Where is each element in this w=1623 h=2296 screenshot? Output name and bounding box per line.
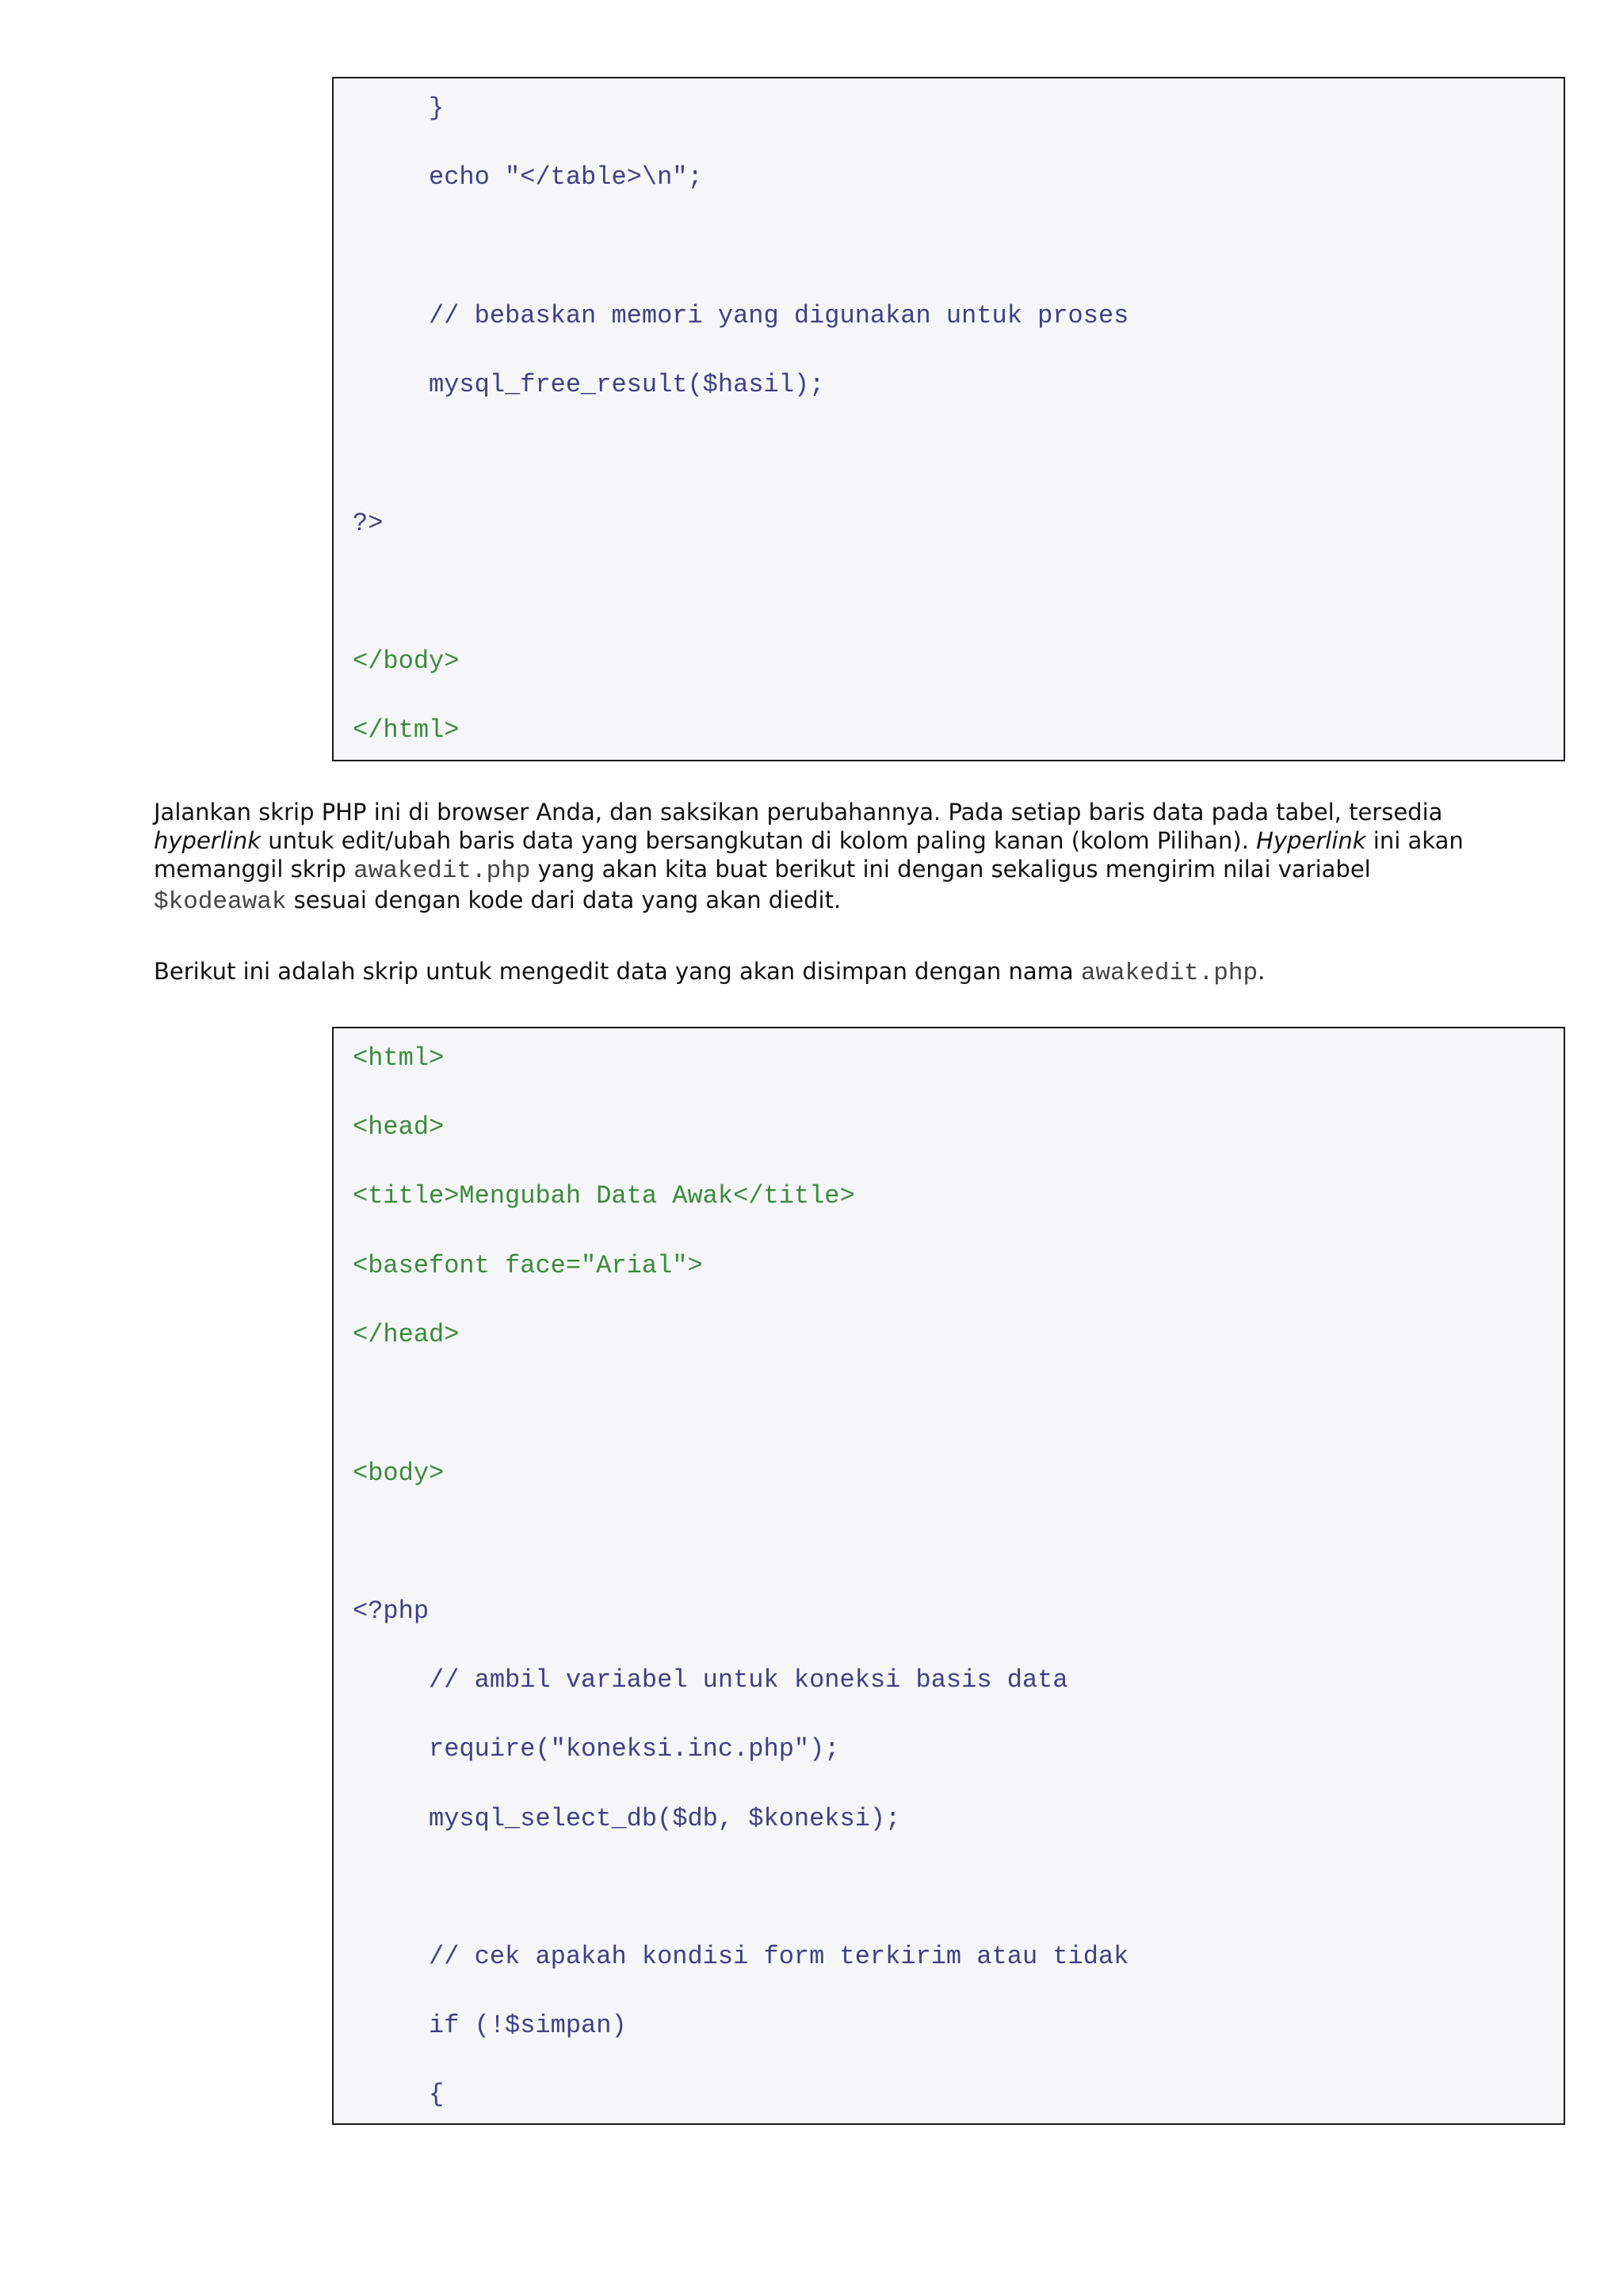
code-line: mysql_select_db($db, $koneksi); bbox=[353, 1804, 901, 1833]
paragraph-text: Berikut ini adalah skrip untuk mengedit data yang akan disimpan dengan nama bbox=[154, 958, 1081, 985]
code-line: <?php bbox=[353, 1596, 430, 1626]
hyperlink-term: Hyperlink bbox=[1256, 827, 1366, 854]
body-paragraph-2 bbox=[154, 957, 1501, 988]
inline-code-filename: awakedit.php bbox=[1080, 959, 1258, 987]
code-line: </body> bbox=[353, 646, 460, 676]
paragraph-text: Jalankan skrip PHP ini di browser Anda, dan saksikan perubahannya. Pada setiap baris data pada tabel, tersedia bbox=[154, 799, 1443, 826]
code-line: ?> bbox=[353, 509, 384, 538]
paragraph-text: ini akan memanggil skrip bbox=[154, 827, 1464, 883]
paragraph-text: untuk edit/ubah baris data yang bersangkutan di kolom paling kanan (kolom Pilihan). bbox=[261, 827, 1257, 854]
hyperlink-term: hyperlink bbox=[154, 827, 262, 854]
code-line: } bbox=[353, 93, 445, 123]
code-line: // ambil variabel untuk koneksi basis data bbox=[353, 1665, 1068, 1695]
code-line: <head> bbox=[353, 1112, 445, 1142]
code-line: // cek apakah kondisi form terkirim atau tidak bbox=[353, 1942, 1129, 1971]
code-line: if (!$simpan) bbox=[353, 2011, 627, 2040]
code-block-1 bbox=[332, 77, 1565, 761]
paragraph-text: sesuai dengan kode dari data yang akan diedit. bbox=[286, 887, 842, 913]
code-line: </head> bbox=[353, 1320, 460, 1349]
inline-code-filename: awakedit.php bbox=[353, 857, 531, 885]
code-line: { bbox=[353, 2080, 445, 2109]
code-line: <body> bbox=[353, 1459, 445, 1488]
code-line: mysql_free_result($hasil); bbox=[353, 370, 825, 399]
paragraph-text: . bbox=[1258, 958, 1266, 985]
body-paragraph-1 bbox=[154, 798, 1501, 917]
code-line: </html> bbox=[353, 715, 460, 745]
paragraph-text: yang akan kita buat berikut ini dengan sekaligus mengirim nilai variabel bbox=[530, 856, 1371, 883]
code-line: echo "</table>\n"; bbox=[353, 162, 703, 192]
inline-code-variable: $kodeawak bbox=[154, 888, 287, 916]
code-line: <html> bbox=[353, 1043, 445, 1073]
code-line: require("koneksi.inc.php"); bbox=[353, 1734, 840, 1764]
code-line: <title>Mengubah Data Awak</title> bbox=[353, 1181, 855, 1211]
code-block-2 bbox=[332, 1027, 1565, 2125]
code-line: <basefont face="Arial"> bbox=[353, 1251, 703, 1280]
code-line: // bebaskan memori yang digunakan untuk proses bbox=[353, 301, 1129, 330]
